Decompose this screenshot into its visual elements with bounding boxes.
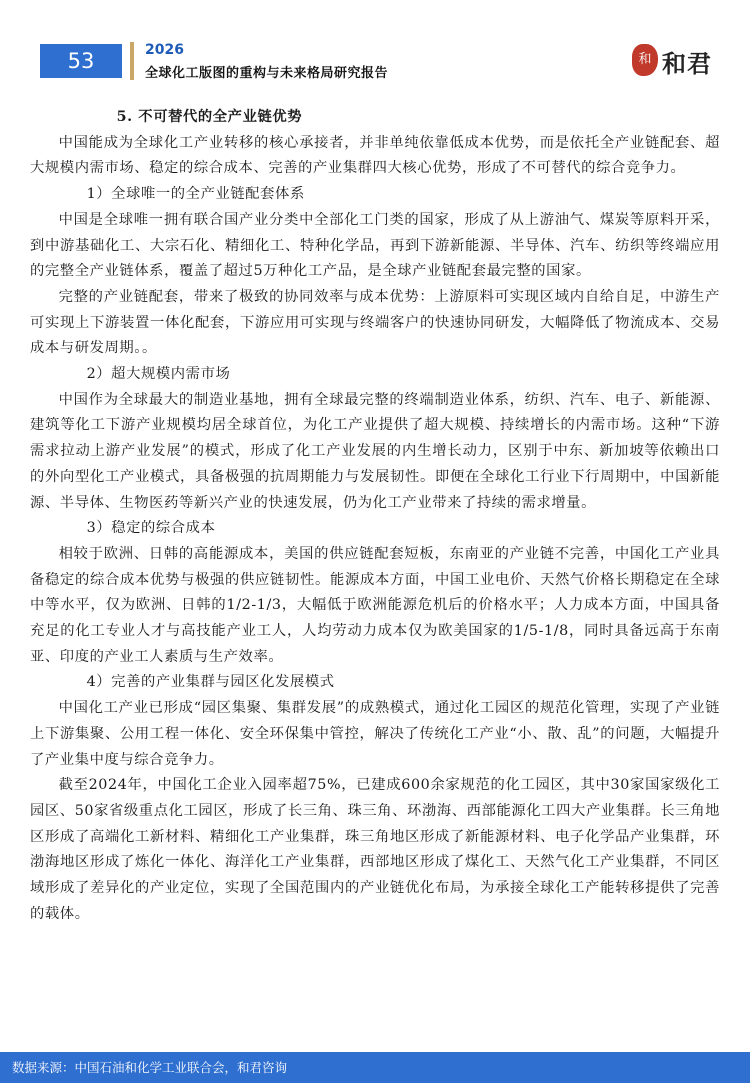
subsection-4-paragraph-1: 中国化工产业已形成“园区集聚、集群发展”的成熟模式，通过化工园区的规范化管理，实现了产业链上下游集聚、公用工程一体化、安全环保集中管控，解决了传统化工产业“小、散、乱”的问题，大幅提升了产业集中度与综合竞争力。	[30, 700, 720, 768]
subsection-1-paragraph-1: 中国是全球唯一拥有联合国产业分类中全部化工门类的国家，形成了从上游油气、煤炭等原料开采，到中游基础化工、大宗石化、精细化工、特种化学品，再到下游新能源、半导体、汽车、纺织等终端应用的完整全产业链体系，覆盖了超过5万种化工产品，是全球产业链配套最完整的国家。	[30, 211, 720, 280]
page-number: 53	[40, 44, 122, 78]
subsection-3-paragraph-1: 相较于欧洲、日韩的高能源成本，美国的供应链配套短板，东南亚的产业链不完善，中国化工产业具备稳定的综合成本优势与极强的供应链韧性。能源成本方面，中国工业电价、天然气价格长期稳定在全球中等水平，仅为欧洲、日韩的1/2-1/3，大幅低于欧洲能源危机后的价格水平；人力成本方面，中国具备充足的化工专业人才与高技能产业工人，人均劳动力成本仅为欧美国家的1/5-1/8，同时具备远高于东南亚、印度的产业工人素质与生产效率。	[30, 545, 720, 665]
subsection-2-title: 2）超大规模内需市场	[86, 366, 231, 383]
subsection-4-title: 4）完善的产业集群与园区化发展模式	[86, 674, 335, 691]
subsection-3-title: 3）稳定的综合成本	[86, 520, 216, 537]
section-intro: 中国能成为全球化工产业转移的核心承接者，并非单纯依靠低成本优势，而是依托全产业链配套、超大规模内需市场、稳定的综合成本、完善的产业集群四大核心优势，形成了不可替代的综合竞争力。	[30, 134, 720, 177]
brand-logo	[632, 42, 722, 82]
logo-text: 和君	[662, 49, 712, 78]
footer-source: 数据来源：中国石油和化学工业联合会，和君咨询	[0, 1052, 750, 1083]
subsection-4-paragraph-2: 截至2024年，中国化工企业入园率超75%，已建成600余家规范的化工园区，其中30家国家级化工园区、50家省级重点化工园区，形成了长三角、珠三角、环渤海、西部能源化工四大产业集群。长三角地区形成了高端化工新材料、精细化工产业集群，珠三角地区形成了新能源材料、电子化学品产业集群，环渤海地区形成了炼化一体化、海洋化工产业集群，西部地区形成了煤化工、天然气化工产业集群，不同区域形成了差异化的产业定位，实现了全国范围内的产业链优化布局，为承接全球化工产能转移提供了完善的载体。	[30, 777, 720, 922]
report-title: 全球化工版图的重构与未来格局研究报告	[145, 66, 389, 81]
subsection-2-paragraph-1: 中国作为全球最大的制造业基地，拥有全球最完整的终端制造业体系，纺织、汽车、电子、新能源、建筑等化工下游产业规模均居全球首位，为化工产业提供了超大规模、持续增长的内需市场。这种“下游需求拉动上游产业发展”的模式，形成了化工产业发展的内生增长动力，区别于中东、新加坡等依赖出口的外向型化工产业模式，具备极强的抗周期能力与发展韧性。即便在全球化工行业下行周期中，中国新能源、半导体、生物医药等新兴产业的快速发展，仍为化工产业带来了持续的需求增量。	[30, 391, 720, 511]
header-divider	[130, 42, 134, 80]
subsection-1-paragraph-2: 完整的产业链配套，带来了极致的协同效率与成本优势：上游原料可实现区域内自给自足，中游生产可实现上下游装置一体化配套，下游应用可实现与终端客户的快速协同研发，大幅降低了物流成本、交易成本与研发周期。。	[30, 288, 720, 357]
main-content	[30, 105, 720, 928]
section-title: 5. 不可替代的全产业链优势	[116, 109, 303, 125]
logo-seal-icon: 和	[632, 44, 658, 76]
subsection-1-title: 1）全球唯一的全产业链配套体系	[86, 186, 305, 203]
header-year: 2026	[145, 42, 184, 58]
